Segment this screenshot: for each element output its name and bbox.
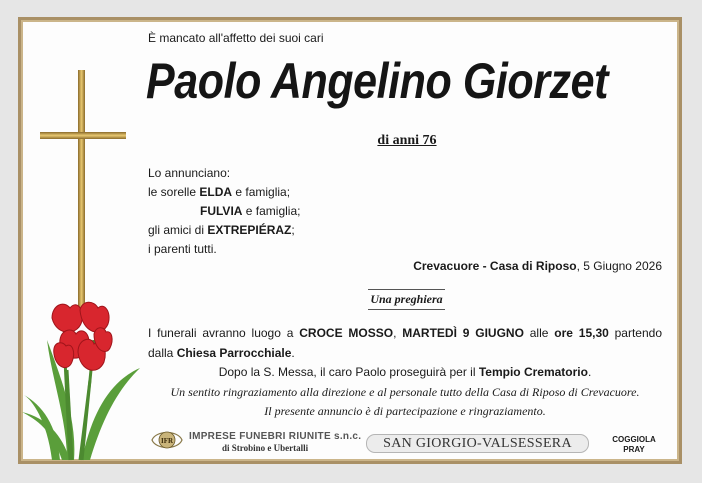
age-text: di anni 76: [377, 133, 437, 148]
location-badge: SAN GIORGIO-VALSESSERA: [366, 434, 589, 453]
funeral-home-logo-icon: [150, 428, 184, 452]
thanks-line: Un sentito ringraziamento alla direzione e al personale tutto della Casa di Riposo di Crevacuore.: [170, 385, 640, 399]
deceased-name: Paolo Angelino Giorzet: [146, 53, 608, 109]
svg-text:IFR: IFR: [160, 437, 174, 445]
announce-line: gli amici di EXTREPIÉRAZ;: [148, 223, 295, 237]
announce-line: Lo annunciano:: [148, 166, 231, 180]
branch-locations: COGGIOLA PRAY: [612, 435, 656, 454]
participation-line: Il presente annuncio è di partecipazione e ringraziamento.: [264, 404, 546, 418]
funeral-home-owners: di Strobino e Ubertalli: [222, 443, 309, 453]
announce-line: FULVIA e famiglia;: [200, 204, 301, 218]
announce-line: le sorelle ELDA e famiglia;: [148, 185, 291, 199]
tulips-icon: [22, 300, 147, 462]
funeral-home-name: IMPRESE FUNEBRI RIUNITE s.n.c.: [189, 431, 362, 442]
funeral-line-1: I funerali avranno luogo a CROCE MOSSO, MARTEDÌ 9 GIUGNO alle ore 15,30 partendo: [148, 326, 662, 340]
age: [0, 133, 702, 149]
prayer-label: Una preghiera: [368, 289, 445, 310]
funeral-line-2: dalla Chiesa Parrocchiale.: [148, 346, 295, 360]
mass-line: Dopo la S. Messa, il caro Paolo proseguirà per il Tempio Crematorio.: [218, 365, 592, 379]
cross-icon: [35, 70, 131, 320]
place-date: Crevacuore - Casa di Riposo, 5 Giugno 2026: [413, 259, 662, 273]
intro-text: È mancato all'affetto dei suoi cari: [148, 31, 324, 45]
announce-line: i parenti tutti.: [148, 242, 217, 256]
